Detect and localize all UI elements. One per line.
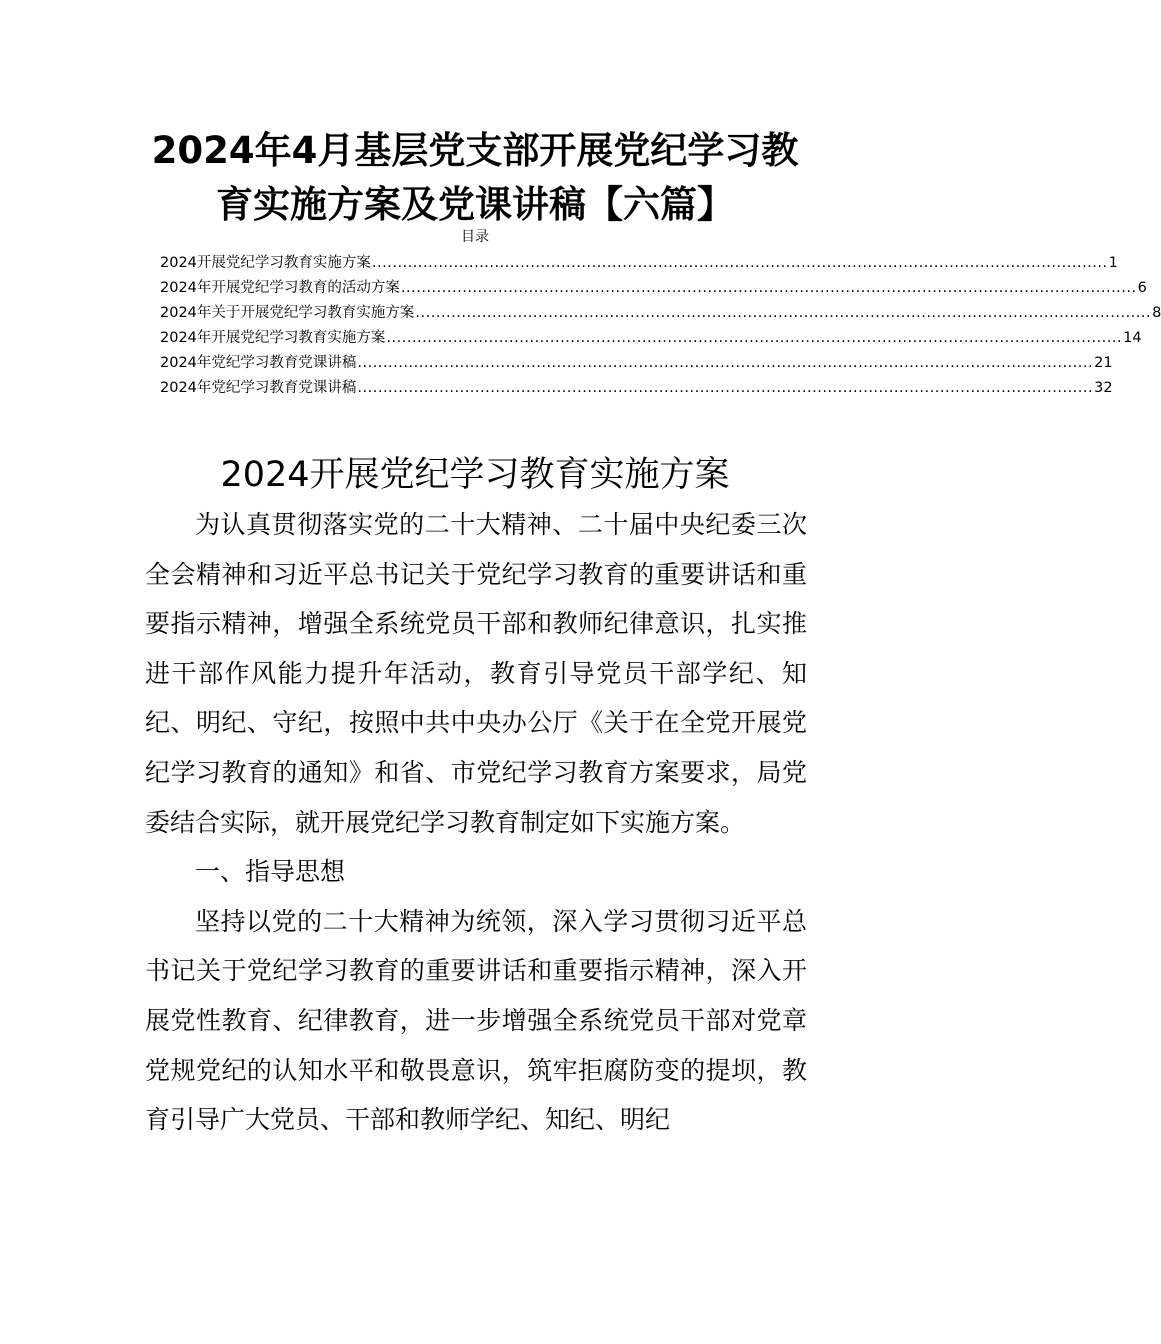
toc-leader-dots: ................................................................................................................................................ [386, 330, 1123, 346]
toc-entry-page: 6 [1137, 280, 1147, 296]
toc-entry-page: 1 [1108, 255, 1118, 271]
toc-leader-dots: ................................................................................................................................................ [357, 380, 1094, 396]
toc-entry[interactable] [160, 376, 1113, 401]
section-title: 2024开展党纪学习教育实施方案 [220, 455, 730, 495]
toc-heading: 目录 [461, 229, 489, 245]
paragraph: 坚持以党的二十大精神为统领，深入学习贯彻习近平总书记关于党纪学习教育的重要讲话和重要指示精神，深入开展党性教育、纪律教育，进一步增强全系统党员干部对党章党规党纪的认知水平和敬畏意识，筑牢拒腐防变的提坝，教育引导广大党员、干部和教师学纪、知纪、明纪 [145, 906, 807, 1135]
toc-entry[interactable] [160, 326, 1142, 351]
body-text [145, 500, 807, 1145]
table-of-contents [160, 251, 1161, 401]
section-heading: 一、指导思想 [195, 857, 346, 887]
toc-entry-label: 2024开展党纪学习教育实施方案 [160, 255, 371, 271]
paragraph: 为认真贯彻落实党的二十大精神、二十届中央纪委三次全会精神和习近平总书记关于党纪学习教育的重要讲话和重要指示精神，增强全系统党员干部和教师纪律意识，扎实推进干部作风能力提升年活动，教育引导党员干部学纪、知纪、明纪、守纪，按照中共中央办公厅《关于在全党开展党纪学习教育的通知》和省、市党纪学习教育方案要求，局党委结合实际，就开展党纪学习教育制定如下实施方案。 [145, 510, 807, 837]
toc-entry-page: 8 [1152, 305, 1161, 321]
document-title-line-1: 2024年4月基层党支部开展党纪学习教 [151, 129, 799, 172]
toc-leader-dots: ................................................................................................................................................ [415, 305, 1152, 321]
toc-entry[interactable] [160, 276, 1147, 301]
toc-entry-label: 2024年关于开展党纪学习教育实施方案 [160, 305, 415, 321]
toc-entry[interactable] [160, 351, 1113, 376]
toc-entry-label: 2024年党纪学习教育党课讲稿 [160, 355, 357, 371]
toc-entry-label: 2024年开展党纪学习教育实施方案 [160, 330, 386, 346]
toc-entry-page: 14 [1123, 330, 1142, 346]
toc-entry-label: 2024年开展党纪学习教育的活动方案 [160, 280, 400, 296]
document-title [130, 124, 820, 232]
toc-entry-page: 32 [1094, 380, 1113, 396]
toc-leader-dots: ................................................................................................................................................ [371, 255, 1108, 271]
toc-leader-dots: ................................................................................................................................................ [357, 355, 1094, 371]
toc-entry-page: 21 [1094, 355, 1113, 371]
document-title-line-2: 育实施方案及党课讲稿【六篇】 [216, 183, 734, 226]
toc-entry-label: 2024年党纪学习教育党课讲稿 [160, 380, 357, 396]
toc-entry[interactable] [160, 301, 1161, 326]
toc-leader-dots: ................................................................................................................................................ [400, 280, 1137, 296]
toc-entry[interactable] [160, 251, 1118, 276]
